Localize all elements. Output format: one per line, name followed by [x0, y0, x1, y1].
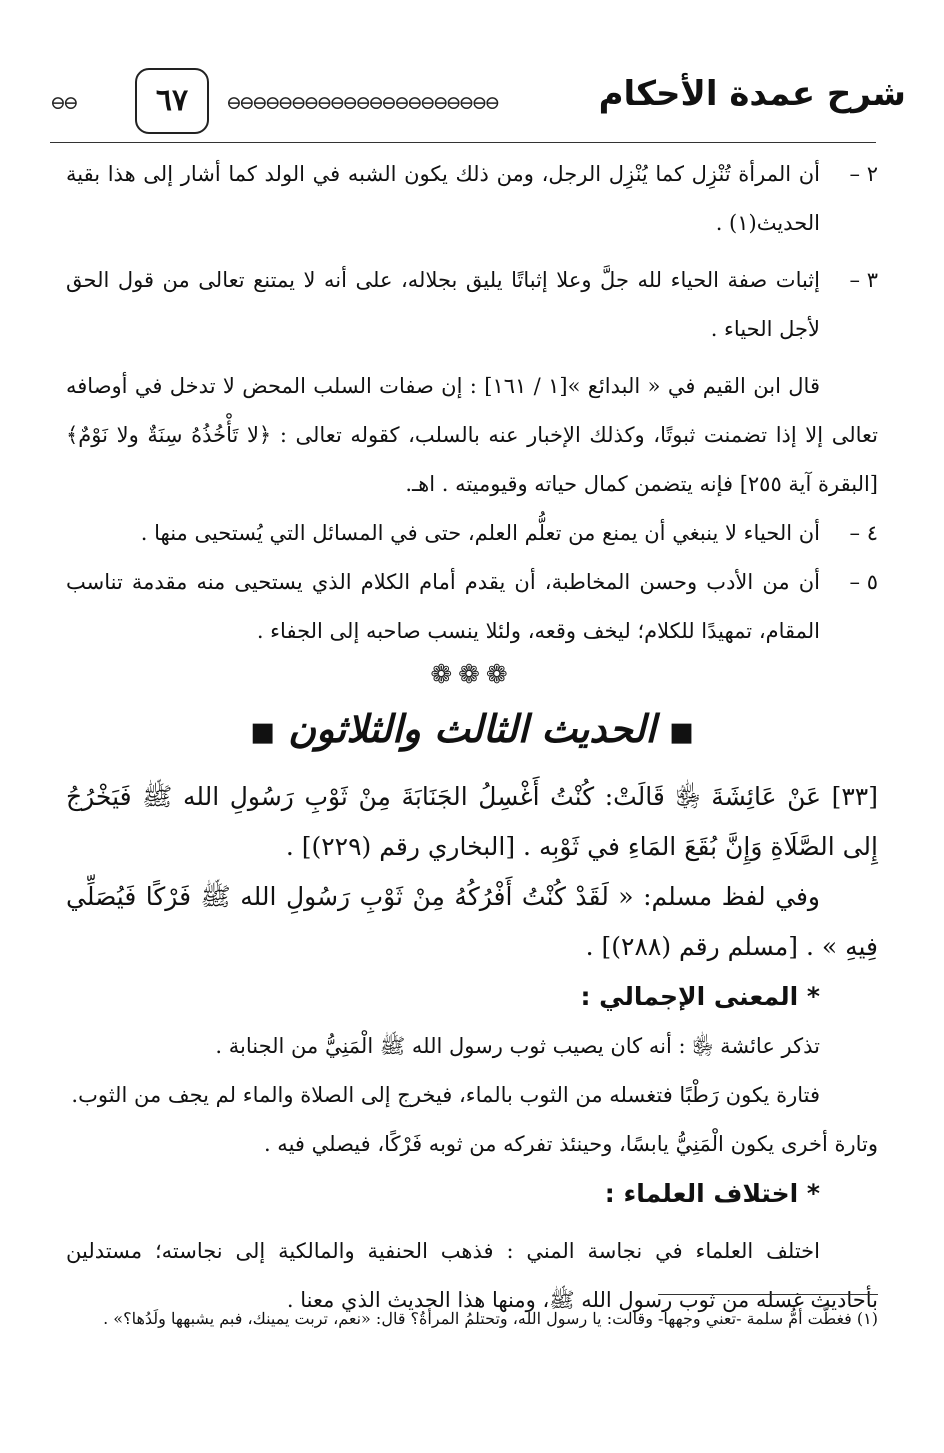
page-content [66, 150, 878, 1325]
item-text: أن المرأة تُنْزِل كما يُنْزِل الرجل، ومن ذلك يكون الشبه في الولد كما أشار إلى هذا بقية الحديث(١) . [66, 162, 820, 235]
general-meaning-para: فتارة يكون رَطْبًا فتغسله من الثوب بالماء، فيخرج إلى الصلاة والماء لم يجف من الثوب. [71, 1082, 820, 1107]
benefit-item-5 [66, 558, 878, 656]
section-heading-scholars-disagreement: * اختلاف العلماء : [604, 1178, 820, 1208]
item-number: ٣ – [849, 268, 878, 292]
footnote-rule [658, 1294, 878, 1295]
page-number: ٦٧ [135, 68, 209, 134]
header-ornament-left: ⊖⊖ [50, 92, 76, 114]
section-separator: ❁❁❁ [430, 660, 514, 690]
general-meaning-para: وتارة أخرى يكون الْمَنِيُّ يابسًا، وحينئذ تفركه من ثوبه فَرْكًا، فيصلي فيه . [263, 1131, 878, 1156]
scholars-disagreement-para: اختلف العلماء في نجاسة المني : فذهب الحنفية والمالكية إلى نجاسته؛ مستدلين بأحاديث غسله من ثوب رسول الله ﷺ، ومنها هذا الحديث الذي معنا . [66, 1238, 878, 1312]
benefit-item-4 [66, 509, 878, 558]
page-header [40, 68, 906, 140]
item-text: أن الحياء لا ينبغي أن يمنع من تعلُّم العلم، حتى في المسائل التي يُستحيى منها . [140, 521, 820, 545]
benefit-item-3 [66, 256, 878, 354]
header-ornament-band: ⊖⊖⊖⊖⊖⊖⊖⊖⊖⊖⊖⊖⊖⊖⊖⊖⊖⊖⊖⊖⊖ [226, 92, 498, 114]
benefit-item-2 [66, 150, 878, 248]
hadith-muslim-text: وفي لفظ مسلم: « لَقَدْ كُنْتُ أَفْرُكُهُ مِنْ ثَوْبِ رَسُولِ الله ﷺ فَرْكًا فَيُصَلِّي فِيهِ » . [مسلم رقم (٢٨٨)] . [66, 881, 878, 961]
heading-square-mark: ■ [669, 717, 694, 748]
item-text: أن من الأدب وحسن المخاطبة، أن يقدم أمام الكلام الذي يستحيى منه مقدمة تناسب المقام، تمهيدًا للكلام؛ ليخف وقعه، ولئلا ينسب صاحبه إلى الجفاء . [66, 570, 820, 643]
footnote: (١) فغطَّت أمُّ سلمة -تعني وجهها- وقالت: يا رسول الله، وتحتلمُ المرأةُ؟ قال: «نعم، تربت يمينك، فبم يشبهها ولَدُها؟» . [103, 1309, 878, 1328]
hadith-heading [66, 696, 878, 766]
hadith-heading-text: الحديث الثالث والثلاثون [288, 706, 656, 751]
header-rule [50, 142, 876, 143]
ibn-qayyim-quote: قال ابن القيم في « البدائع »[١ / ١٦١] : إن صفات السلب المحض لا تدخل في أوصافه تعالى إلا إذا تضمنت ثبوتًا، وكذلك الإخبار عنه بالسلب، كقوله تعالى : ﴿لا تَأْخُذُهُ سِنَةٌ ولا نَوْمٌ﴾ [البقرة آية ٢٥٥] فإنه يتضمن كمال حياته وقيوميته . اهـ. [66, 374, 878, 496]
hadith-main-text: [٣٣] عَنْ عَائِشَةَ ﵂ قَالَتْ: كُنْتُ أَغْسِلُ الجَنَابَةَ مِنْ ثَوْبِ رَسُولِ الله ﷺ فَيَخْرُجُ إِلى الصَّلَاةِ وَإِنَّ بُقَعَ المَاءِ في ثَوْبِه . [البخاري رقم (٢٢٩)] . [66, 781, 878, 861]
item-number: ٥ – [849, 570, 878, 594]
section-heading-general-meaning: * المعنى الإجمالي : [580, 981, 820, 1011]
book-title: شرح عمدة الأحكام [598, 74, 906, 114]
item-number: ٤ – [849, 521, 878, 545]
general-meaning-para: تذكر عائشة ﵂ : أنه كان يصيب ثوب رسول الله ﷺ الْمَنِيُّ من الجنابة . [215, 1033, 820, 1058]
item-text: إثبات صفة الحياء لله جلَّ وعلا إثباتًا يليق بجلاله، على أنه لا يمتنع تعالى من قول الحق لأجل الحياء . [66, 268, 820, 341]
heading-square-mark: ■ [250, 717, 275, 748]
item-number: ٢ – [849, 162, 878, 186]
